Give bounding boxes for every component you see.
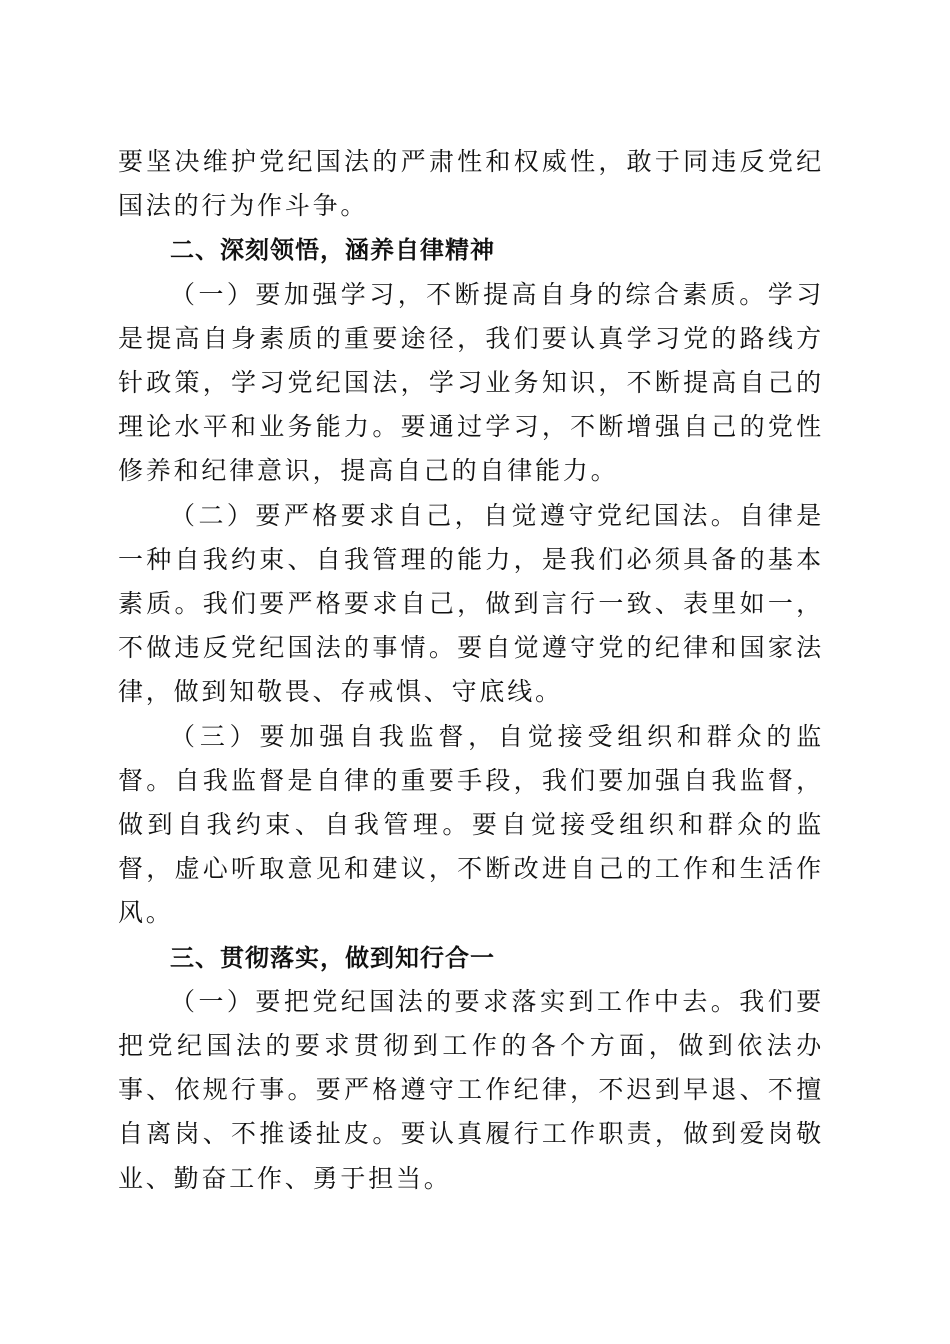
document-body (118, 140, 824, 1201)
paragraph-3-1: （一）要把党纪国法的要求落实到工作中去。我们要把党纪国法的要求贯彻到工作的各个方面，做到依法办事、依规行事。要严格遵守工作纪律，不迟到早退、不擅自离岗、不推诿扯皮。要认真履行工作职责，做到爱岗敬业、勤奋工作、勇于担当。 (118, 986, 824, 1193)
paragraph-2-2: （二）要严格要求自己，自觉遵守党纪国法。自律是一种自我约束、自我管理的能力，是我们必须具备的基本素质。我们要严格要求自己，做到言行一致、表里如一，不做违反党纪国法的事情。要自觉遵守党的纪律和国家法律，做到知敬畏、存戒惧、守底线。 (118, 500, 824, 707)
paragraph-continuation: 要坚决维护党纪国法的严肃性和权威性，敢于同违反党纪国法的行为作斗争。 (118, 147, 824, 221)
paragraph-2-1: （一）要加强学习，不断提高自身的综合素质。学习是提高自身素质的重要途径，我们要认真学习党的路线方针政策，学习党纪国法，学习业务知识，不断提高自己的理论水平和业务能力。要通过学习，不断增强自己的党性修养和纪律意识，提高自己的自律能力。 (118, 279, 824, 486)
section-heading-2: 二、深刻领悟，涵养自律精神 (170, 236, 495, 265)
section-heading-3: 三、贯彻落实，做到知行合一 (170, 943, 495, 972)
paragraph-2-3: （三）要加强自我监督，自觉接受组织和群众的监督。自我监督是自律的重要手段，我们要加强自我监督，做到自我约束、自我管理。要自觉接受组织和群众的监督，虚心听取意见和建议，不断改进自己的工作和生活作风。 (118, 721, 824, 928)
